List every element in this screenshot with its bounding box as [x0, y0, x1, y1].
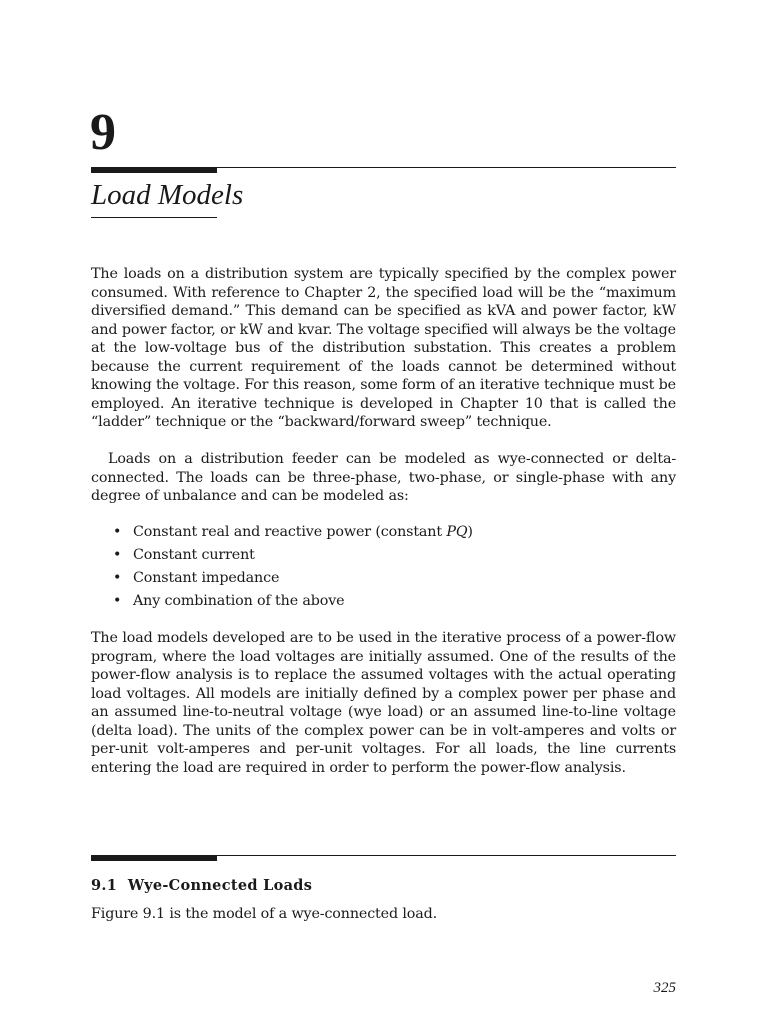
intro-paragraph-2: Loads on a distribution feeder can be modeled as wye-connected or delta-connected. The loads can be three-phase, two-phase, or single-phase with any degree of unbalance and can be modeled as:: [91, 451, 676, 504]
list-item-suffix: ): [467, 524, 473, 540]
section-title: Wye-Connected Loads: [127, 877, 313, 894]
bullet-icon: •: [113, 593, 122, 609]
chapter-number: 9: [90, 104, 116, 161]
section-number: 9.1: [91, 877, 118, 894]
bullet-icon: •: [113, 547, 122, 563]
list-item: [111, 567, 473, 590]
list-item: [111, 544, 473, 567]
list-item: [111, 521, 473, 544]
list-item-text: Constant impedance: [133, 570, 280, 586]
list-item-text: Constant real and reactive power (constant: [133, 524, 447, 540]
chapter-title: Load Models: [91, 179, 244, 211]
list-item: [111, 590, 473, 613]
chapter-title-underline: [91, 217, 217, 218]
load-model-list: [111, 521, 473, 613]
chapter-header-accent-bar: [91, 167, 217, 173]
models-paragraph: The load models developed are to be used in the iterative process of a power-flow program, where the load voltages are initially assumed. One of the results of the power-flow analysis is to replace the assumed voltages with the actual operating load voltages. All models are initially defined by a complex power per phase and an assumed line-to-neutral voltage (wye load) or an assumed line-to-line voltage (delta load). The units of the complex power can be in volt-amperes and volts or per-unit volt-amperes and per-unit voltages. For all loads, the line currents entering the load are required in order to perform the power-flow analysis.: [91, 630, 676, 776]
bullet-icon: •: [113, 524, 122, 540]
list-item-text: Any combination of the above: [133, 593, 345, 609]
list-item-italic: PQ: [446, 524, 468, 540]
bullet-icon: •: [113, 570, 122, 586]
list-item-text: Constant current: [133, 547, 255, 563]
section-paragraph: Figure 9.1 is the model of a wye-connected load.: [91, 906, 437, 922]
intro-paragraph-1: The loads on a distribution system are typically specified by the complex power consumed. With reference to Chapter 2, the specified load will be the “maximum diversified demand.” This demand can be specified as kVA and power factor, kW and power factor, or kW and kvar. The voltage specified will always be the voltage at the low-voltage bus of the distribution substation. This creates a problem because the current requirement of the loads cannot be determined without knowing the voltage. For this reason, some form of an iterative technique must be employed. An iterative technique is developed in Chapter 10 that is called the “ladder” technique or the “backward/forward sweep” technique.: [91, 266, 676, 430]
page-number: 325: [653, 980, 676, 996]
section-heading: [91, 875, 312, 897]
section-header-accent-bar: [91, 855, 217, 861]
